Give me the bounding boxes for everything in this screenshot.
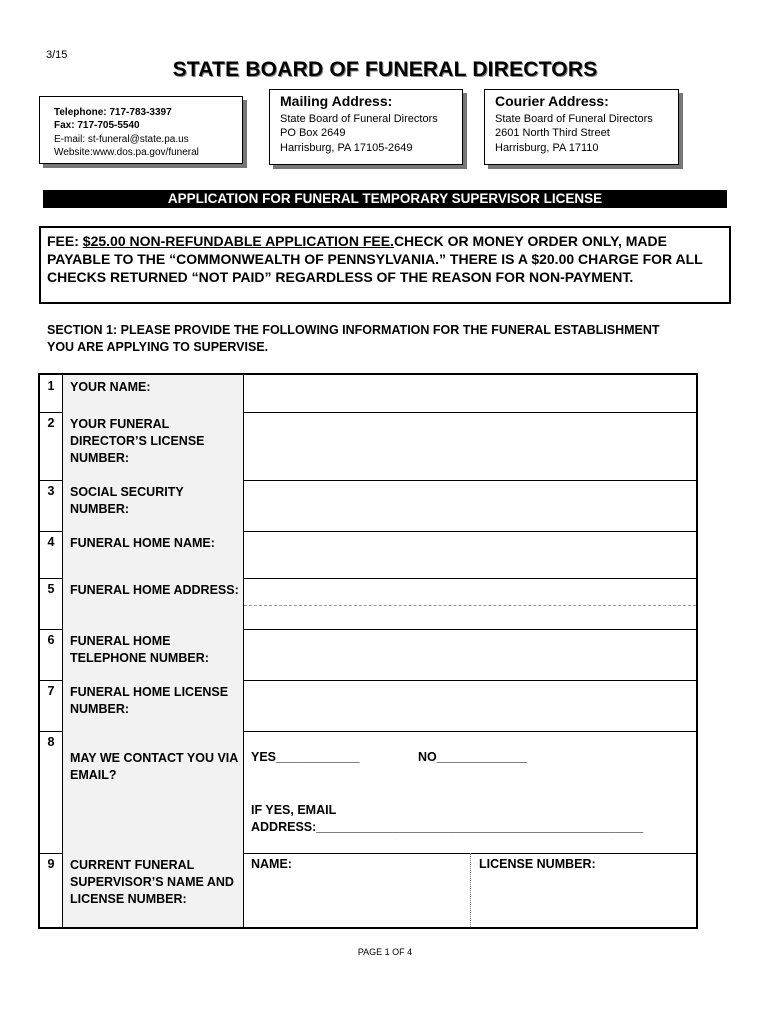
ssn-field[interactable]: [244, 480, 696, 531]
mailing-line1: State Board of Funeral Directors: [280, 112, 438, 125]
row-label: FUNERAL HOME LICENSE NUMBER:: [63, 680, 244, 731]
fee-notice: [39, 226, 731, 304]
table-row: [40, 731, 696, 854]
row-number: 7: [40, 680, 63, 731]
email-line: [54, 133, 242, 146]
current-supervisor-area: [244, 853, 696, 927]
row-number: 4: [40, 531, 63, 578]
website-link[interactable]: www.dos.pa.gov/funeral: [92, 147, 199, 159]
supervisor-name-field[interactable]: NAME:: [251, 857, 292, 871]
row-number: 6: [40, 629, 63, 680]
fax-line: [54, 119, 242, 132]
table-row: [40, 680, 696, 732]
row-label: SOCIAL SECURITY NUMBER:: [63, 480, 244, 531]
table-row: [40, 629, 696, 681]
row-label: CURRENT FUNERAL SUPERVISOR’S NAME AND LICENSE NUMBER:: [63, 853, 244, 927]
courier-line3: Harrisburg, PA 17110: [495, 141, 599, 154]
courier-address-box: [484, 89, 679, 165]
row-label: YOUR FUNERAL DIRECTOR’S LICENSE NUMBER:: [63, 412, 244, 480]
fax-label: Fax:: [54, 120, 75, 132]
funeral-home-telephone-field[interactable]: [244, 629, 696, 680]
fee-amount: $25.00 NON-REFUNDABLE APPLICATION FEE.: [82, 233, 394, 249]
email-yes-option[interactable]: YES____________: [251, 750, 360, 764]
email-link[interactable]: st-funeral@state.pa.us: [87, 133, 189, 145]
table-row: [40, 480, 696, 532]
row-label: FUNERAL HOME NAME:: [63, 531, 244, 578]
row-number: 1: [40, 375, 63, 412]
telephone-value: 717-783-3397: [109, 107, 172, 118]
fee-details: CHECK OR MONEY ORDER ONLY, MADE PAYABLE TO THE “COMMONWEALTH OF PENNSYLVANIA.” THERE IS A $20.00 CHARGE FOR ALL CHECKS RETURNED “NOT PAID” REGARDLESS OF THE REASON FOR NON-PAYMENT.: [47, 233, 703, 285]
row-label: FUNERAL HOME ADDRESS:: [63, 578, 244, 629]
mailing-address-box: [269, 89, 463, 165]
supervisor-license-field[interactable]: LICENSE NUMBER:: [479, 857, 596, 871]
mailing-line2: PO Box 2649: [280, 127, 346, 139]
courier-line2: 2601 North Third Street: [495, 127, 610, 139]
row-number: 9: [40, 853, 63, 927]
row-number: 2: [40, 412, 63, 480]
page-number: PAGE 1 OF 4: [357, 947, 413, 957]
telephone-line: [54, 106, 242, 119]
courier-heading: Courier Address:: [495, 93, 609, 109]
application-table: [38, 373, 698, 929]
telephone-label: Telephone:: [54, 107, 107, 118]
row-label: FUNERAL HOME TELEPHONE NUMBER:: [63, 629, 244, 680]
email-contact-area: [244, 731, 696, 853]
row-label: YOUR NAME:: [63, 375, 244, 412]
table-row: [40, 531, 696, 579]
form-code: 3/15: [46, 49, 68, 61]
your-name-field[interactable]: [244, 375, 696, 412]
table-row: [40, 412, 696, 481]
address-divider: [244, 605, 696, 606]
mailing-line3: Harrisburg, PA 17105-2649: [280, 141, 413, 154]
website-line: [54, 146, 242, 159]
email-label: E-mail:: [54, 133, 86, 145]
page-title: STATE BOARD OF FUNERAL DIRECTORS: [172, 58, 598, 81]
courier-line1: State Board of Funeral Directors: [495, 112, 653, 125]
email-address-field[interactable]: ADDRESS:_______________________________________________: [251, 820, 644, 834]
contact-box: [39, 96, 243, 164]
section-1-heading: SECTION 1: PLEASE PROVIDE THE FOLLOWING INFORMATION FOR THE FUNERAL ESTABLISHMENT YOU ARE APPLYING TO SUPERVISE.: [47, 323, 660, 354]
email-no-option[interactable]: NO_____________: [418, 750, 528, 764]
funeral-home-address-field[interactable]: [244, 578, 696, 629]
table-row: [40, 375, 696, 413]
table-row: [40, 578, 696, 630]
fee-label: FEE:: [47, 233, 79, 249]
row-label: MAY WE CONTACT YOU VIA EMAIL?: [63, 731, 244, 853]
website-label: Website:: [54, 147, 93, 159]
table-row: [40, 853, 696, 927]
application-title-bar: APPLICATION FOR FUNERAL TEMPORARY SUPERVISOR LICENSE: [43, 190, 727, 208]
fax-value: 717-705-5540: [77, 120, 140, 132]
funeral-home-license-field[interactable]: [244, 680, 696, 731]
funeral-home-name-field[interactable]: [244, 531, 696, 578]
supervisor-divider: [470, 853, 471, 927]
license-number-field[interactable]: [244, 412, 696, 480]
mailing-heading: Mailing Address:: [280, 93, 393, 109]
row-number: 5: [40, 578, 63, 629]
row-number: 3: [40, 480, 63, 531]
email-address-label: IF YES, EMAIL: [251, 803, 337, 817]
row-number: 8: [40, 731, 63, 853]
